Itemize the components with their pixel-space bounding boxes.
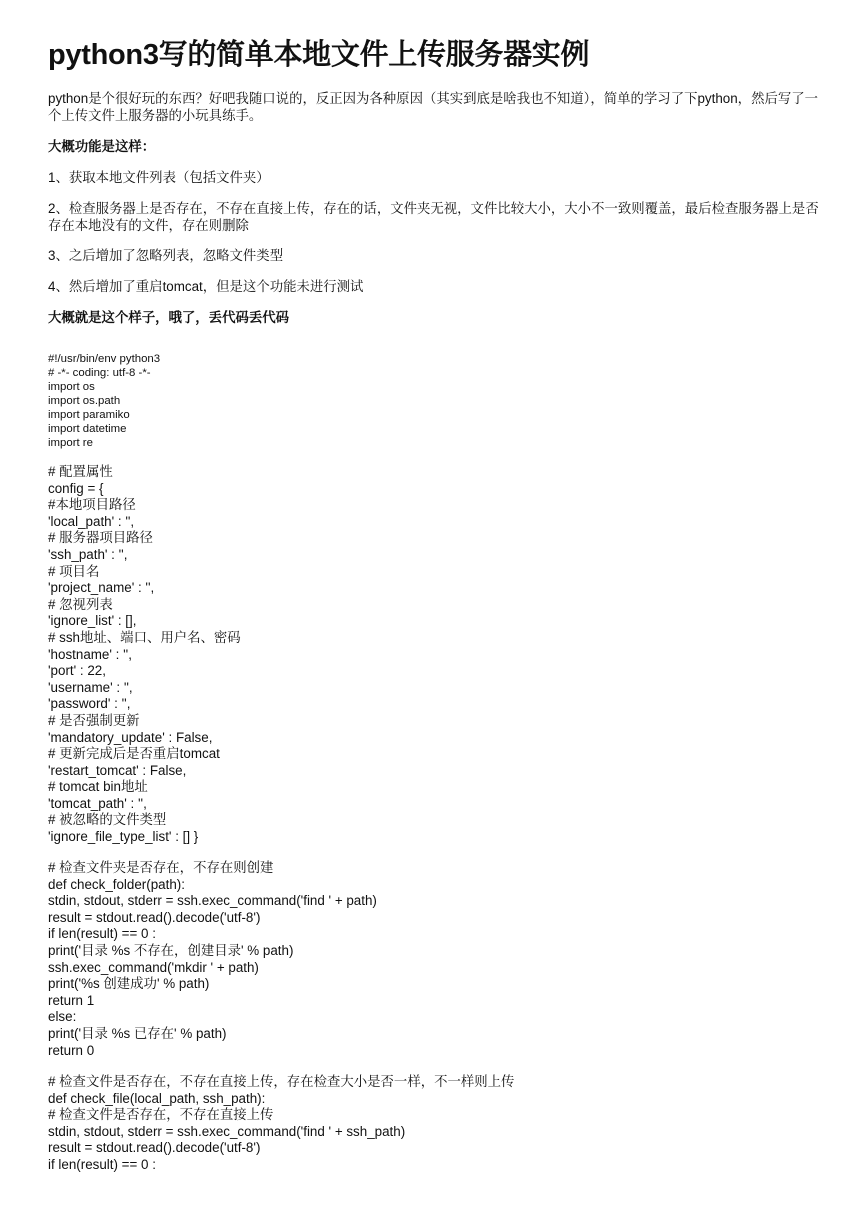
code-line: def check_folder(path): [48,876,185,892]
code-line: import os.path [48,395,121,407]
code-line: result = stdout.read().decode('utf-8') [48,909,261,925]
code-line: import datetime [48,423,127,435]
code-line: # 检查文件夹是否存在，不存在则创建 [48,860,274,875]
code-line: else: [48,1009,77,1025]
code-line: 'port' : 22, [48,663,106,679]
features-heading: 大概功能是这样： [48,139,156,154]
code-line: 'project_name' : '', [48,580,155,596]
code-check-folder-block [48,860,377,1059]
feature-item-2: 2、检查服务器上是否存在，不存在直接上传，存在的话，文件夹无视，文件比较大小，大小不一致则覆盖，最后检查服务器上是否存在本地没有的文件，存在则删除 [48,201,819,233]
code-line: 'password' : '', [48,696,131,712]
code-line: # 是否强制更新 [48,712,140,728]
code-line: print('%s 创建成功' % path) [48,976,210,992]
code-line: return 1 [48,992,95,1008]
code-line: # 检查文件是否存在，不存在直接上传 [48,1107,274,1123]
code-config-block [48,464,241,846]
code-line: 'ssh_path' : '', [48,546,128,562]
intro-paragraph: python是个很好玩的东西？好吧我随口说的，反正因为各种原因（其实到底是啥我也不知道），简单的学习了下python，然后写了一个上传文件上服务器的小玩具练手。 [48,91,819,123]
code-line: # -*- coding: utf-8 -*- [48,367,151,379]
code-line: ssh.exec_command('mkdir ' + path) [48,959,259,975]
code-line: #!/usr/bin/env python3 [48,353,161,365]
code-line: 'local_path' : '', [48,513,135,529]
code-line: import os [48,381,95,393]
code-line: # 忽视列表 [48,596,113,612]
feature-item-3: 3、之后增加了忽略列表，忽略文件类型 [48,248,284,263]
code-line: print('目录 %s 不存在，创建目录' % path) [48,942,294,958]
code-line: 'username' : '', [48,679,133,695]
code-line: return 0 [48,1042,95,1058]
code-line: 'mandatory_update' : False, [48,729,213,745]
code-line: # 服务器项目路径 [48,530,153,546]
article-title: python3写的简单本地文件上传服务器实例 [48,39,590,71]
code-line: 'tomcat_path' : '', [48,795,147,811]
code-line: stdin, stdout, stderr = ssh.exec_command('find ' + ssh_path) [48,1123,406,1139]
feature-item-4: 4、然后增加了重启tomcat，但是这个功能未进行测试 [48,279,364,294]
code-line: 'restart_tomcat' : False, [48,762,187,778]
code-line: if len(result) == 0 : [48,1156,156,1172]
code-line: def check_file(local_path, ssh_path): [48,1090,266,1106]
code-line: # 被忽略的文件类型 [48,812,167,828]
code-line: import re [48,437,93,449]
code-line: # 配置属性 [48,464,113,479]
code-line: #本地项目路径 [48,497,136,513]
code-header-block [48,352,160,450]
code-intro: 大概就是这个样子，哦了，丢代码丢代码 [48,310,290,325]
code-line: # 更新完成后是否重启tomcat [48,746,220,762]
code-line: 'ignore_file_type_list' : [] } [48,829,199,845]
code-line: stdin, stdout, stderr = ssh.exec_command('find ' + path) [48,893,377,909]
code-line: result = stdout.read().decode('utf-8') [48,1140,261,1156]
code-line: 'hostname' : '', [48,646,132,662]
code-line: # ssh地址、端口、用户名、密码 [48,629,241,645]
code-line: 'ignore_list' : [], [48,613,137,629]
code-check-file-block [48,1074,514,1174]
code-line: if len(result) == 0 : [48,926,156,942]
code-line: # 检查文件是否存在，不存在直接上传，存在检查大小是否一样，不一样则上传 [48,1074,515,1089]
code-line: print('目录 %s 已存在' % path) [48,1025,227,1041]
code-line: # tomcat bin地址 [48,779,148,795]
feature-item-1: 1、获取本地文件列表（包括文件夹） [48,170,270,185]
code-line: # 项目名 [48,563,100,579]
code-line: config = { [48,480,104,496]
code-line: import paramiko [48,409,130,421]
